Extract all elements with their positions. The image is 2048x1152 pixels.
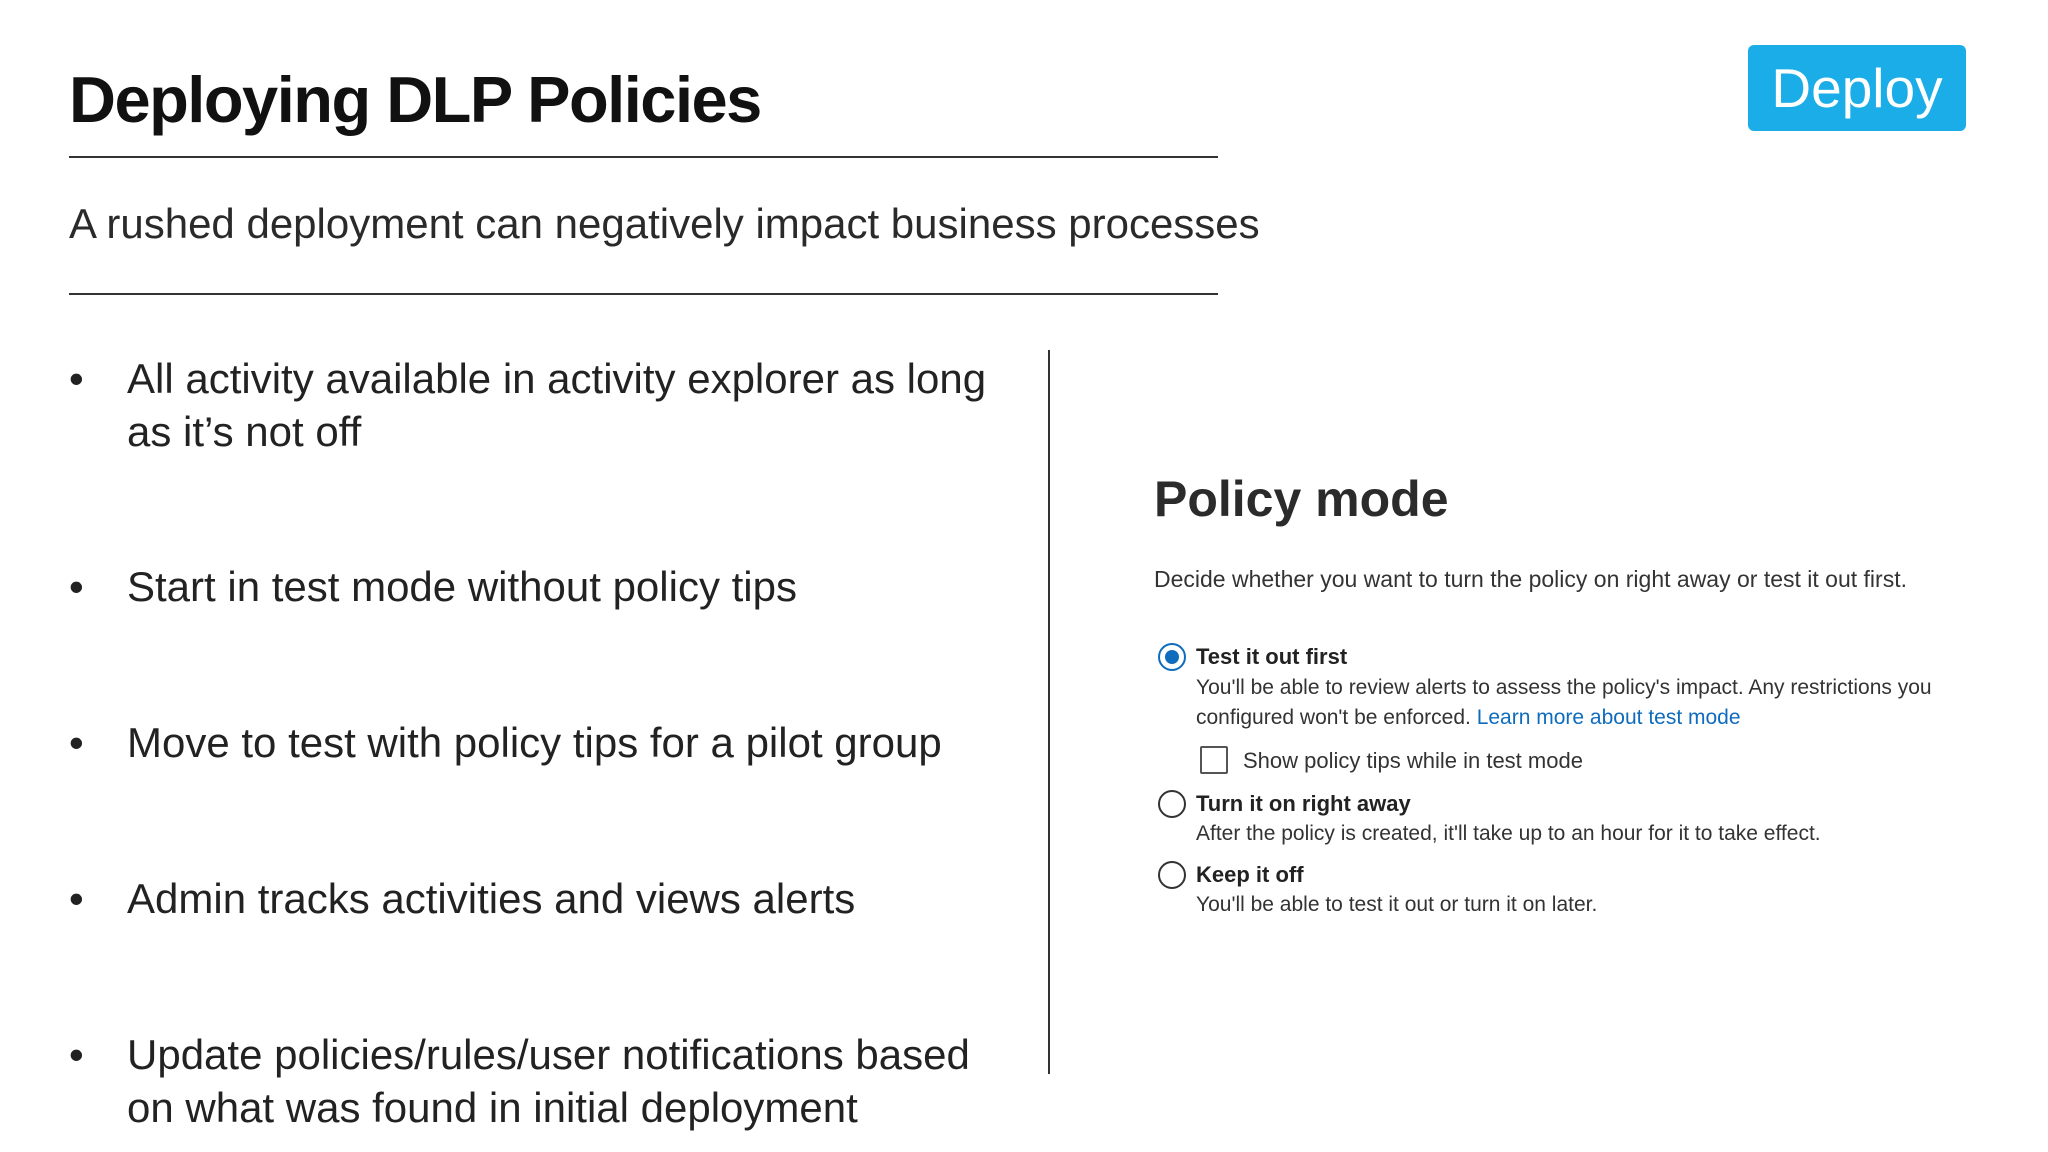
bullet-item (69, 716, 1029, 769)
policy-mode-description: Decide whether you want to turn the policy on right away or test it out first. (1154, 566, 1907, 592)
option-label-turn-it-on-right-away: Turn it on right away (1196, 791, 1411, 816)
bullet-text-line: on what was found in initial deployment (127, 1084, 858, 1131)
vertical-divider (1048, 350, 1050, 1074)
bullet-text-line: Move to test with policy tips for a pilot group (127, 719, 942, 766)
bullet-dot: • (69, 1031, 84, 1078)
bullet-dot: • (69, 875, 84, 922)
policy-mode-title: Policy mode (1154, 471, 1449, 527)
option-desc-test-it-out-first: You'll be able to review alerts to assess the policy's impact. Any restrictions you (1196, 676, 1932, 699)
bullet-text-line: Admin tracks activities and views alerts (127, 875, 856, 922)
option-desc-test-it-out-first-line2 (1196, 703, 1741, 733)
learn-more-test-mode-link[interactable]: Learn more about test mode (1476, 706, 1741, 729)
slide-subtitle: A rushed deployment can negatively impact business processes (69, 200, 1260, 247)
title-divider (69, 156, 1218, 158)
option-label-test-it-out-first: Test it out first (1196, 644, 1348, 669)
option-desc-text: configured won't be enforced. (1196, 706, 1471, 729)
option-desc-turn-it-on-right-away: After the policy is created, it'll take up to an hour for it to take effect. (1196, 822, 1821, 845)
option-desc-keep-it-off: You'll be able to test it out or turn it on later. (1196, 893, 1598, 916)
subtitle-divider (69, 293, 1218, 295)
slide-title: Deploying DLP Policies (69, 63, 761, 136)
radio-keep-it-off[interactable] (1158, 861, 1186, 889)
deploy-badge: Deploy (1748, 45, 1966, 131)
bullet-text-line: as it’s not off (127, 408, 362, 455)
option-label-keep-it-off: Keep it off (1196, 862, 1304, 887)
bullet-dot: • (69, 719, 84, 766)
policy-tips-checkbox[interactable] (1200, 746, 1228, 774)
bullet-item (69, 352, 1029, 458)
bullet-text-line: All activity available in activity explorer as long (127, 355, 987, 402)
policy-tips-checkbox-label: Show policy tips while in test mode (1243, 748, 1583, 773)
bullet-text-line: Update policies/rules/user notifications based (127, 1031, 970, 1078)
bullet-dot: • (69, 563, 84, 610)
bullet-item (69, 1028, 1029, 1134)
radio-turn-it-on-right-away[interactable] (1158, 790, 1186, 818)
bullet-item (69, 872, 1029, 925)
bullet-item (69, 560, 1029, 613)
radio-test-it-out-first[interactable] (1158, 643, 1186, 671)
bullet-dot: • (69, 355, 84, 402)
bullet-text-line: Start in test mode without policy tips (127, 563, 797, 610)
